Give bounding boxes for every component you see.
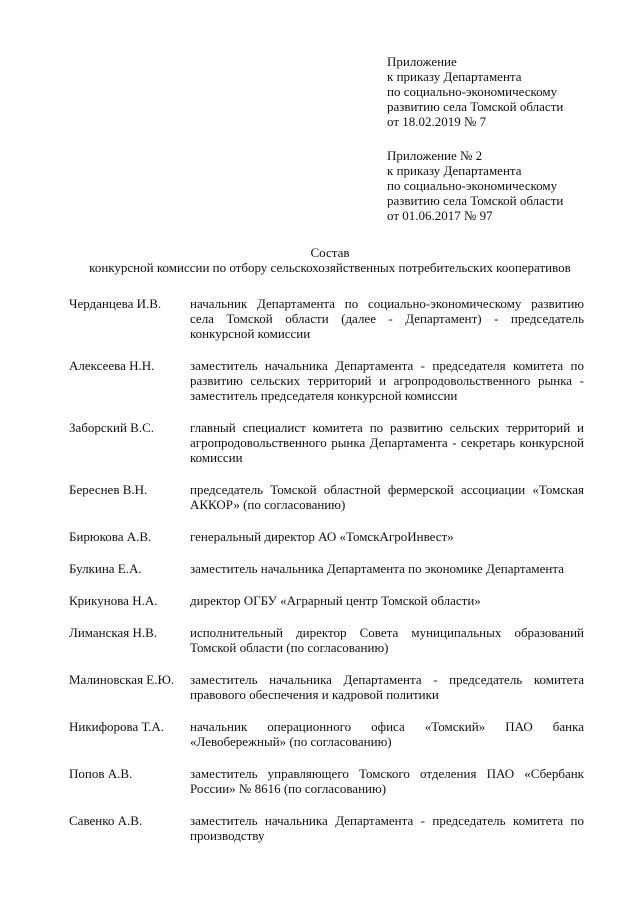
- member-role: генеральный директор АО «ТомскАгроИнвест»: [190, 529, 454, 544]
- member-role: заместитель начальника Департамента - председатель комитета правового обеспечения и кадровой политики: [190, 672, 584, 702]
- member-name: Черданцева И.В.: [69, 296, 162, 311]
- appendix-line: Приложение № 2: [387, 148, 483, 163]
- commission-members-list: [69, 296, 584, 860]
- member-row: [69, 296, 584, 341]
- appendix-line: Приложение: [387, 54, 457, 69]
- member-role: начальник операционного офиса «Томский» ПАО банка «Левобережный» (по согласованию): [190, 719, 584, 749]
- member-name: Крикунова Н.А.: [69, 593, 158, 608]
- member-row: [69, 766, 584, 796]
- appendix-line: к приказу Департамента: [387, 69, 522, 84]
- member-name: Савенко А.В.: [69, 813, 143, 828]
- document-title: [60, 245, 600, 275]
- member-role: главный специалист комитета по развитию сельских территорий и агропродовольственного рынка Департамента - секретарь конкурсной комиссии: [190, 420, 584, 465]
- member-row: [69, 529, 584, 544]
- appendix-line: развитию села Томской области: [387, 193, 564, 208]
- member-role: начальник Департамента по социально-экономическому развитию села Томской области (далее - Департамент) - председатель конкурсной комиссии: [190, 296, 584, 341]
- member-name: Лиманская Н.В.: [69, 625, 158, 640]
- member-row: [69, 358, 584, 403]
- member-name: Малиновская Е.Ю.: [69, 672, 175, 687]
- appendix-line: по социально-экономическому: [387, 178, 558, 193]
- member-row: [69, 561, 584, 576]
- member-name: Алексеева Н.Н.: [69, 358, 155, 373]
- member-name: Береснев В.Н.: [69, 482, 148, 497]
- member-row: [69, 813, 584, 843]
- appendix-line: от 01.06.2017 № 97: [387, 208, 493, 223]
- appendix-line: по социально-экономическому: [387, 84, 558, 99]
- appendix-header-original: [387, 148, 627, 223]
- appendix-line: к приказу Департамента: [387, 163, 522, 178]
- member-row: [69, 593, 584, 608]
- member-role: заместитель начальника Департамента - председатель комитета по производству: [190, 813, 584, 843]
- appendix-header-current: [387, 54, 627, 129]
- member-row: [69, 625, 584, 655]
- appendix-line: развитию села Томской области: [387, 99, 564, 114]
- member-name: Бирюкова А.В.: [69, 529, 152, 544]
- title-line-2: конкурсной комиссии по отбору сельскохозяйственных потребительских кооперативов: [89, 260, 571, 275]
- member-name: Заборский В.С.: [69, 420, 154, 435]
- member-row: [69, 420, 584, 465]
- member-role: директор ОГБУ «Аграрный центр Томской области»: [190, 593, 481, 608]
- member-name: Попов А.В.: [69, 766, 133, 781]
- member-row: [69, 482, 584, 512]
- member-role: заместитель управляющего Томского отделения ПАО «Сбербанк России» № 8616 (по согласованию): [190, 766, 584, 796]
- member-role: заместитель начальника Департамента по экономике Департамента: [190, 561, 564, 576]
- appendix-line: от 18.02.2019 № 7: [387, 114, 487, 129]
- member-role: председатель Томской областной фермерской ассоциации «Томская АККОР» (по согласованию): [190, 482, 584, 512]
- member-role: исполнительный директор Совета муниципальных образований Томской области (по согласованию): [190, 625, 584, 655]
- member-name: Никифорова Т.А.: [69, 719, 165, 734]
- member-role: заместитель начальника Департамента - председателя комитета по развитию сельских территорий и агропродовольственного рынка - заместитель председателя конкурсной комиссии: [190, 358, 584, 403]
- title-line-1: Состав: [310, 245, 350, 260]
- member-name: Булкина Е.А.: [69, 561, 142, 576]
- member-row: [69, 719, 584, 749]
- member-row: [69, 672, 584, 702]
